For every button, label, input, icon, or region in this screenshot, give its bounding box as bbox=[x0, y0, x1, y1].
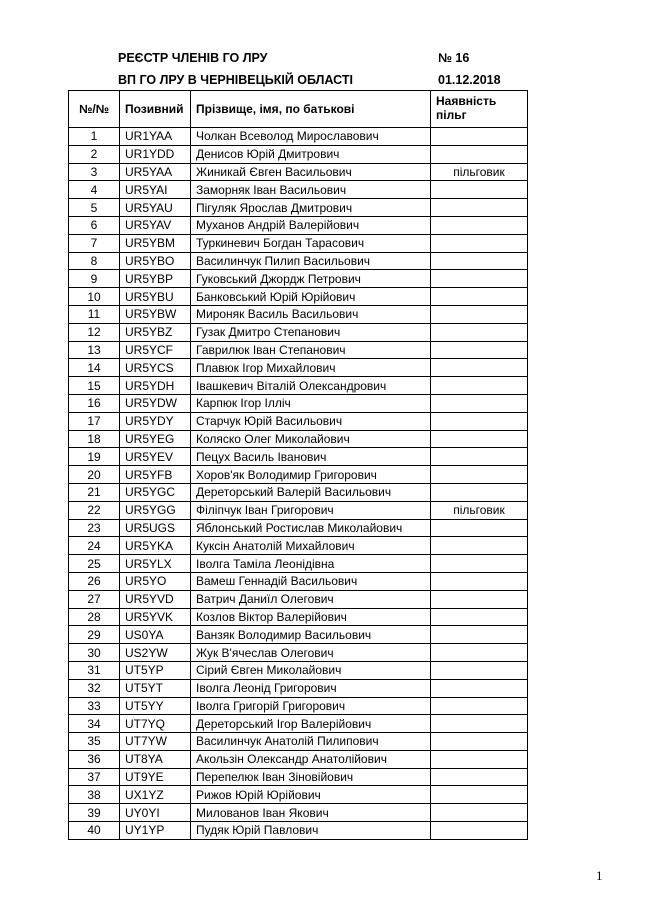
cell-name: Чолкан Всеволод Мирославович bbox=[191, 128, 431, 146]
register-number: № 16 bbox=[438, 51, 470, 65]
cell-name: Гуковський Джордж Петрович bbox=[191, 270, 431, 288]
cell-benefit bbox=[431, 199, 528, 217]
cell-name: Карпюк Ігор Ілліч bbox=[191, 394, 431, 412]
cell-number: 38 bbox=[69, 786, 120, 804]
cell-benefit bbox=[431, 661, 528, 679]
table-row bbox=[69, 234, 528, 252]
cell-name: Жук В'ячеслав Олегович bbox=[191, 644, 431, 662]
cell-callsign: UY0YI bbox=[120, 804, 191, 822]
cell-name: Жиникай Євген Васильович bbox=[191, 163, 431, 181]
cell-number: 13 bbox=[69, 341, 120, 359]
cell-callsign: UT7YW bbox=[120, 733, 191, 751]
cell-number: 5 bbox=[69, 199, 120, 217]
cell-name: Гаврилюк Іван Степанович bbox=[191, 341, 431, 359]
cell-number: 4 bbox=[69, 181, 120, 199]
table-row bbox=[69, 555, 528, 573]
cell-callsign: UR5YAV bbox=[120, 216, 191, 234]
register-subtitle: ВП ГО ЛРУ В ЧЕРНІВЕЦЬКІЙ ОБЛАСТІ bbox=[118, 73, 353, 87]
cell-name: Пудяк Юрій Павлович bbox=[191, 822, 431, 840]
cell-callsign: UT5YY bbox=[120, 697, 191, 715]
members-table bbox=[68, 90, 528, 840]
cell-name: Пецух Василь Іванович bbox=[191, 448, 431, 466]
table-row bbox=[69, 608, 528, 626]
cell-name: Туркиневич Богдан Тарасович bbox=[191, 234, 431, 252]
cell-name: Куксін Анатолій Михайлович bbox=[191, 537, 431, 555]
cell-number: 20 bbox=[69, 466, 120, 484]
table-row bbox=[69, 715, 528, 733]
table-row bbox=[69, 804, 528, 822]
cell-name: Філіпчук Іван Григорович bbox=[191, 501, 431, 519]
cell-callsign: UR5YDW bbox=[120, 394, 191, 412]
cell-number: 29 bbox=[69, 626, 120, 644]
cell-callsign: UR5YEG bbox=[120, 430, 191, 448]
cell-benefit bbox=[431, 288, 528, 306]
cell-name: Василинчук Анатолій Пилипович bbox=[191, 733, 431, 751]
column-header-callsign: Позивний bbox=[120, 91, 191, 128]
cell-name: Банковський Юрій Юрійович bbox=[191, 288, 431, 306]
cell-callsign: UR5YBW bbox=[120, 305, 191, 323]
cell-callsign: UR5YCS bbox=[120, 359, 191, 377]
cell-benefit bbox=[431, 697, 528, 715]
cell-benefit bbox=[431, 252, 528, 270]
cell-benefit bbox=[431, 804, 528, 822]
cell-callsign: UR5YGG bbox=[120, 501, 191, 519]
cell-name: Іволга Таміла Леонідівна bbox=[191, 555, 431, 573]
cell-benefit bbox=[431, 181, 528, 199]
table-row bbox=[69, 430, 528, 448]
cell-name: Перепелюк Іван Зіновійович bbox=[191, 768, 431, 786]
cell-name: Старчук Юрій Васильович bbox=[191, 412, 431, 430]
table-row bbox=[69, 448, 528, 466]
cell-name: Хоров'як Володимир Григорович bbox=[191, 466, 431, 484]
cell-number: 32 bbox=[69, 679, 120, 697]
cell-name: Дереторський Ігор Валерійович bbox=[191, 715, 431, 733]
cell-benefit bbox=[431, 519, 528, 537]
table-body bbox=[69, 128, 528, 840]
cell-number: 28 bbox=[69, 608, 120, 626]
cell-name: Рижов Юрій Юрійович bbox=[191, 786, 431, 804]
cell-callsign: UR5YAA bbox=[120, 163, 191, 181]
cell-benefit bbox=[431, 341, 528, 359]
cell-callsign: UR5YO bbox=[120, 572, 191, 590]
cell-number: 8 bbox=[69, 252, 120, 270]
table-row bbox=[69, 216, 528, 234]
register-title: РЕЄСТР ЧЛЕНІВ ГО ЛРУ bbox=[118, 51, 268, 65]
cell-benefit bbox=[431, 394, 528, 412]
column-header-name: Прізвище, імя, по батькові bbox=[191, 91, 431, 128]
table-row bbox=[69, 341, 528, 359]
cell-callsign: UR5YBU bbox=[120, 288, 191, 306]
cell-callsign: UT7YQ bbox=[120, 715, 191, 733]
cell-number: 26 bbox=[69, 572, 120, 590]
cell-number: 16 bbox=[69, 394, 120, 412]
table-row bbox=[69, 822, 528, 840]
table-row bbox=[69, 163, 528, 181]
table-row bbox=[69, 483, 528, 501]
cell-number: 15 bbox=[69, 377, 120, 395]
cell-callsign: UY1YP bbox=[120, 822, 191, 840]
cell-number: 39 bbox=[69, 804, 120, 822]
cell-benefit bbox=[431, 145, 528, 163]
cell-callsign: UR5YCF bbox=[120, 341, 191, 359]
cell-number: 22 bbox=[69, 501, 120, 519]
cell-benefit bbox=[431, 590, 528, 608]
cell-callsign: UT5YT bbox=[120, 679, 191, 697]
cell-benefit bbox=[431, 768, 528, 786]
table-row bbox=[69, 323, 528, 341]
cell-name: Заморняк Іван Васильович bbox=[191, 181, 431, 199]
column-header-benefits: Наявність пільг bbox=[431, 91, 528, 128]
cell-benefit: пільговик bbox=[431, 501, 528, 519]
table-row bbox=[69, 733, 528, 751]
cell-callsign: UR5YLX bbox=[120, 555, 191, 573]
table-row bbox=[69, 590, 528, 608]
cell-benefit bbox=[431, 537, 528, 555]
cell-benefit bbox=[431, 128, 528, 146]
table-row bbox=[69, 252, 528, 270]
cell-name: Козлов Віктор Валерійович bbox=[191, 608, 431, 626]
cell-number: 36 bbox=[69, 750, 120, 768]
cell-benefit bbox=[431, 679, 528, 697]
table-row bbox=[69, 359, 528, 377]
cell-name: Милованов Іван Якович bbox=[191, 804, 431, 822]
cell-callsign: UR5YBP bbox=[120, 270, 191, 288]
cell-name: Акользін Олександр Анатолійович bbox=[191, 750, 431, 768]
table-row bbox=[69, 466, 528, 484]
cell-name: Денисов Юрій Дмитрович bbox=[191, 145, 431, 163]
cell-number: 2 bbox=[69, 145, 120, 163]
cell-name: Сірий Євген Миколайович bbox=[191, 661, 431, 679]
table-row bbox=[69, 750, 528, 768]
cell-callsign: UR5UGS bbox=[120, 519, 191, 537]
cell-callsign: UR5YBM bbox=[120, 234, 191, 252]
cell-benefit bbox=[431, 430, 528, 448]
cell-number: 14 bbox=[69, 359, 120, 377]
cell-name: Іволга Григорій Григорович bbox=[191, 697, 431, 715]
cell-callsign: UR1YDD bbox=[120, 145, 191, 163]
cell-callsign: UR5YDY bbox=[120, 412, 191, 430]
cell-name: Івашкевич Віталій Олександрович bbox=[191, 377, 431, 395]
cell-benefit bbox=[431, 572, 528, 590]
table-row bbox=[69, 270, 528, 288]
cell-number: 30 bbox=[69, 644, 120, 662]
cell-name: Пігуляк Ярослав Дмитрович bbox=[191, 199, 431, 217]
table-row bbox=[69, 644, 528, 662]
table-row bbox=[69, 697, 528, 715]
cell-callsign: US0YA bbox=[120, 626, 191, 644]
cell-callsign: UR5YAI bbox=[120, 181, 191, 199]
cell-benefit bbox=[431, 786, 528, 804]
cell-name: Муханов Андрій Валерійович bbox=[191, 216, 431, 234]
cell-number: 37 bbox=[69, 768, 120, 786]
cell-callsign: UT9YE bbox=[120, 768, 191, 786]
cell-callsign: UR5YKA bbox=[120, 537, 191, 555]
cell-name: Іволга Леонід Григорович bbox=[191, 679, 431, 697]
table-row bbox=[69, 786, 528, 804]
column-header-number: №/№ bbox=[69, 91, 120, 128]
cell-benefit bbox=[431, 412, 528, 430]
cell-callsign: UR1YAA bbox=[120, 128, 191, 146]
table-row bbox=[69, 768, 528, 786]
cell-benefit bbox=[431, 626, 528, 644]
cell-number: 11 bbox=[69, 305, 120, 323]
cell-number: 6 bbox=[69, 216, 120, 234]
cell-benefit bbox=[431, 216, 528, 234]
cell-benefit bbox=[431, 555, 528, 573]
cell-benefit bbox=[431, 483, 528, 501]
cell-benefit bbox=[431, 448, 528, 466]
cell-callsign: UT8YA bbox=[120, 750, 191, 768]
cell-benefit bbox=[431, 270, 528, 288]
cell-number: 9 bbox=[69, 270, 120, 288]
cell-callsign: UR5YAU bbox=[120, 199, 191, 217]
table-row bbox=[69, 199, 528, 217]
cell-name: Мироняк Василь Васильович bbox=[191, 305, 431, 323]
cell-callsign: UR5YGC bbox=[120, 483, 191, 501]
page-number: 1 bbox=[596, 868, 603, 883]
cell-name: Яблонський Ростислав Миколайович bbox=[191, 519, 431, 537]
cell-name: Ватрич Даниїл Олегович bbox=[191, 590, 431, 608]
cell-number: 31 bbox=[69, 661, 120, 679]
table-row bbox=[69, 501, 528, 519]
cell-number: 33 bbox=[69, 697, 120, 715]
table-row bbox=[69, 412, 528, 430]
cell-number: 35 bbox=[69, 733, 120, 751]
cell-number: 19 bbox=[69, 448, 120, 466]
cell-callsign: UR5YVD bbox=[120, 590, 191, 608]
cell-benefit bbox=[431, 466, 528, 484]
table-row bbox=[69, 145, 528, 163]
cell-benefit: пільговик bbox=[431, 163, 528, 181]
cell-benefit bbox=[431, 608, 528, 626]
cell-benefit bbox=[431, 359, 528, 377]
table-row bbox=[69, 626, 528, 644]
cell-name: Ванзяк Володимир Васильович bbox=[191, 626, 431, 644]
cell-number: 18 bbox=[69, 430, 120, 448]
cell-number: 34 bbox=[69, 715, 120, 733]
cell-benefit bbox=[431, 750, 528, 768]
table-row bbox=[69, 679, 528, 697]
cell-number: 25 bbox=[69, 555, 120, 573]
cell-number: 17 bbox=[69, 412, 120, 430]
cell-number: 27 bbox=[69, 590, 120, 608]
table-row bbox=[69, 305, 528, 323]
table-row bbox=[69, 394, 528, 412]
cell-benefit bbox=[431, 305, 528, 323]
cell-name: Василинчук Пилип Васильович bbox=[191, 252, 431, 270]
cell-benefit bbox=[431, 234, 528, 252]
cell-callsign: UX1YZ bbox=[120, 786, 191, 804]
cell-callsign: US2YW bbox=[120, 644, 191, 662]
table-row bbox=[69, 661, 528, 679]
cell-name: Гузак Дмитро Степанович bbox=[191, 323, 431, 341]
table-row bbox=[69, 288, 528, 306]
table-row bbox=[69, 377, 528, 395]
cell-benefit bbox=[431, 644, 528, 662]
table-row bbox=[69, 519, 528, 537]
cell-callsign: UR5YVK bbox=[120, 608, 191, 626]
cell-number: 40 bbox=[69, 822, 120, 840]
cell-benefit bbox=[431, 733, 528, 751]
cell-number: 12 bbox=[69, 323, 120, 341]
table-header-row bbox=[69, 91, 528, 128]
table-row bbox=[69, 572, 528, 590]
table-row bbox=[69, 537, 528, 555]
cell-name: Вамеш Геннадій Васильович bbox=[191, 572, 431, 590]
cell-callsign: UR5YFB bbox=[120, 466, 191, 484]
cell-number: 7 bbox=[69, 234, 120, 252]
table-row bbox=[69, 181, 528, 199]
cell-benefit bbox=[431, 715, 528, 733]
cell-name: Дереторський Валерій Васильович bbox=[191, 483, 431, 501]
cell-number: 1 bbox=[69, 128, 120, 146]
cell-callsign: UT5YP bbox=[120, 661, 191, 679]
register-date: 01.12.2018 bbox=[438, 73, 501, 87]
cell-number: 24 bbox=[69, 537, 120, 555]
cell-benefit bbox=[431, 323, 528, 341]
cell-callsign: UR5YBO bbox=[120, 252, 191, 270]
cell-benefit bbox=[431, 377, 528, 395]
cell-name: Плавюк Ігор Михайлович bbox=[191, 359, 431, 377]
cell-number: 10 bbox=[69, 288, 120, 306]
cell-callsign: UR5YEV bbox=[120, 448, 191, 466]
cell-benefit bbox=[431, 822, 528, 840]
cell-callsign: UR5YBZ bbox=[120, 323, 191, 341]
cell-callsign: UR5YDH bbox=[120, 377, 191, 395]
cell-number: 21 bbox=[69, 483, 120, 501]
cell-number: 3 bbox=[69, 163, 120, 181]
table-row bbox=[69, 128, 528, 146]
cell-number: 23 bbox=[69, 519, 120, 537]
cell-name: Коляско Олег Миколайович bbox=[191, 430, 431, 448]
